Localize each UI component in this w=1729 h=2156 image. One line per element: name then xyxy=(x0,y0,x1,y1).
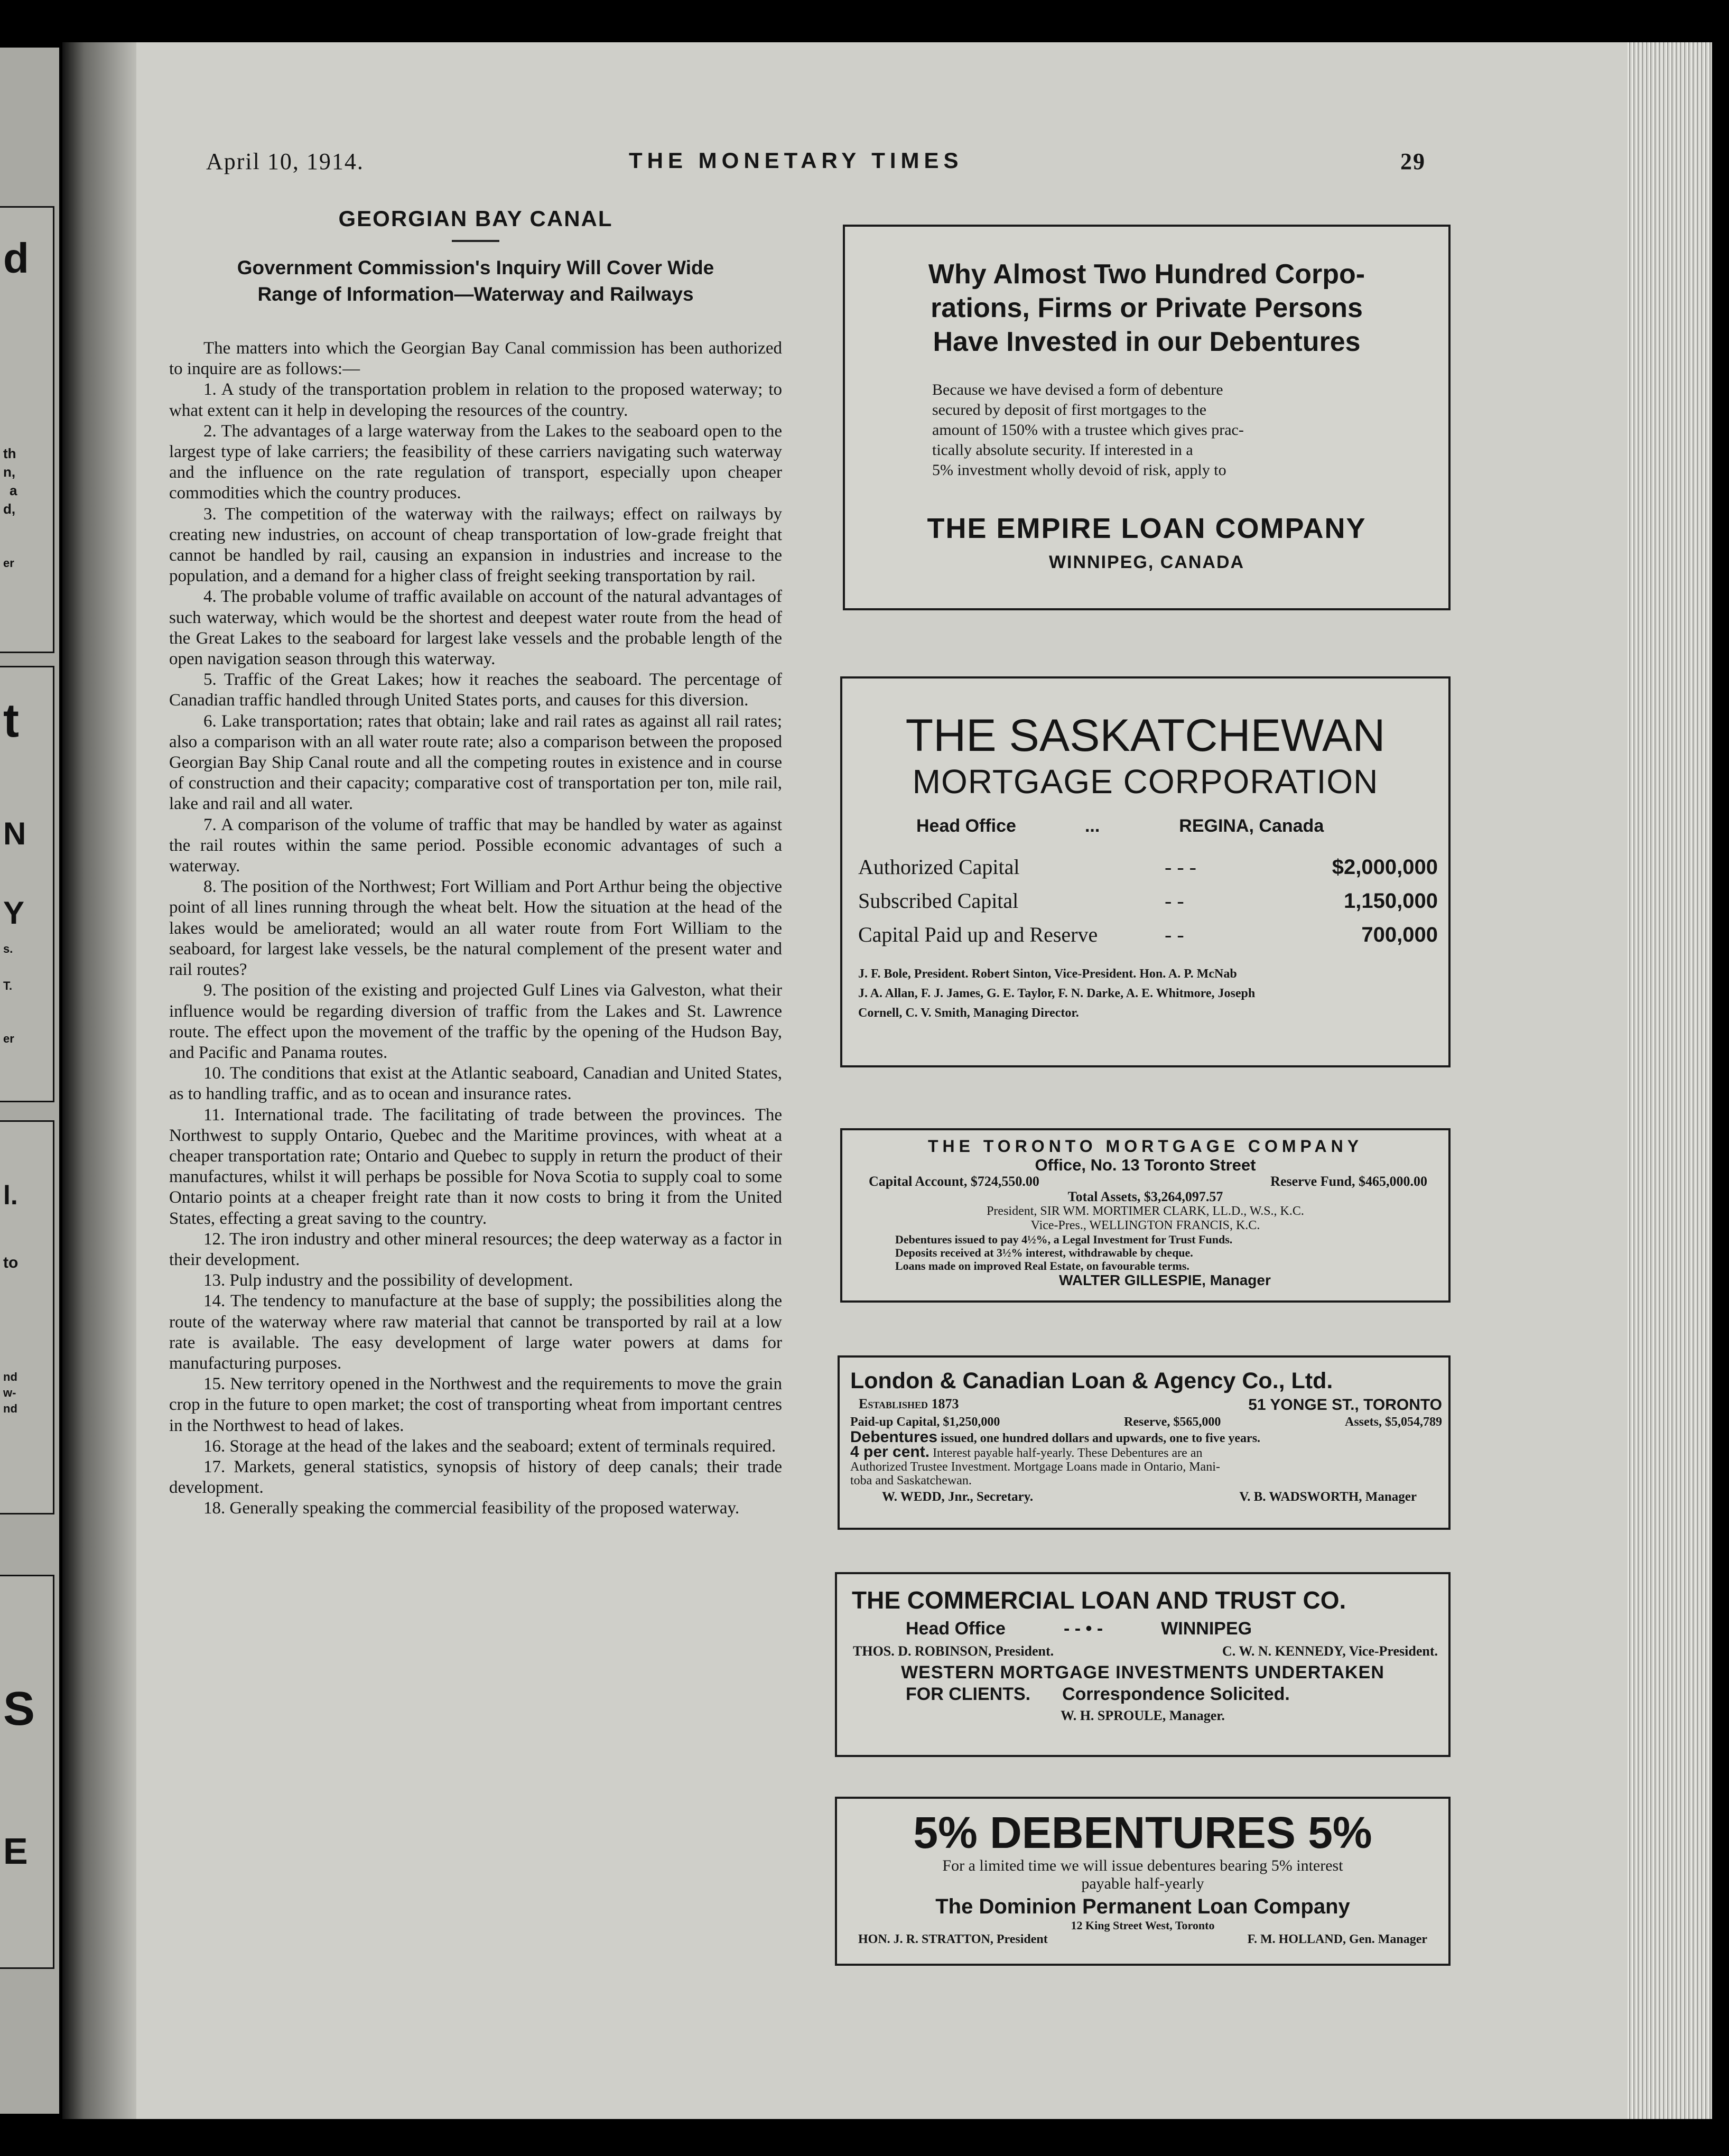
body-line: 5% investment wholly devoid of risk, apply to xyxy=(932,461,1226,479)
capital-row xyxy=(858,850,1438,884)
head-office-label: Head Office xyxy=(916,816,1016,836)
article-paragraph: 18. Generally speaking the commercial feasibility of the proposed waterway. xyxy=(203,1499,740,1518)
margin-fragment: er xyxy=(3,556,14,570)
ad-saskatchewan-mortgage xyxy=(840,676,1451,1067)
debentures-headline: 5% DEBENTURES 5% xyxy=(913,1808,1372,1857)
capital-label: Capital Paid up and Reserve xyxy=(858,923,1098,946)
page-number: 29 xyxy=(1400,148,1426,174)
headline-line: Have Invested in our Debentures xyxy=(933,327,1361,357)
president: President, SIR WM. MORTIMER CLARK, LL.D., W.S., K.C. xyxy=(987,1204,1304,1218)
dots: - - - xyxy=(1165,855,1196,879)
capital-row xyxy=(858,918,1438,952)
ad-toronto-mortgage xyxy=(840,1128,1451,1303)
officers-row xyxy=(858,1932,1427,1947)
dots: - - • - xyxy=(1063,1619,1103,1639)
debentures-word: Debentures xyxy=(850,1428,938,1446)
article-paragraph: 16. Storage at the head of the lakes and the seaboard; extent of terminals required. xyxy=(203,1436,776,1456)
company-name: THE TORONTO MORTGAGE COMPANY xyxy=(927,1137,1363,1156)
margin-fragment: S xyxy=(3,1683,35,1735)
company-name: The Dominion Permanent Loan Company xyxy=(935,1895,1350,1918)
margin-fragment: nd xyxy=(3,1402,17,1415)
signatories xyxy=(882,1490,1417,1504)
company-name: THE COMMERCIAL LOAN AND TRUST CO. xyxy=(852,1586,1346,1614)
article-paragraph: 11. International trade. The facilitating of trade between the provinces. The Northwest to supply Ontario, Quebec and the Maritime provinces, with wheat at a cheaper transportation rate; Ontario and Quebec to supply in return the product of their manufactures, whilst it will perhaps be possible for Nova Scotia to supply coal to some Ontario points at a cheaper freight rate than it now costs to bring it from the United States, effecting a great saving to the country. xyxy=(169,1105,782,1228)
capital-row xyxy=(869,1174,1427,1189)
capital-row xyxy=(858,884,1438,918)
article-paragraph: 13. Pulp industry and the possibility of development. xyxy=(203,1271,573,1290)
adjacent-ad-box xyxy=(0,206,54,653)
president: THOS. D. ROBINSON, President. xyxy=(853,1643,1054,1659)
ad-headline xyxy=(845,257,1448,359)
terms-line: Loans made on improved Real Estate, on favourable terms. xyxy=(895,1259,1189,1272)
body-line: Because we have devised a form of debenture xyxy=(932,381,1223,398)
margin-fragment: s. xyxy=(3,942,13,955)
services-line: FOR CLIENTS. xyxy=(906,1684,1031,1704)
binding-gutter xyxy=(62,42,136,2119)
head-office-value: REGINA, Canada xyxy=(1179,816,1324,836)
assets: Assets, $5,054,789 xyxy=(1345,1415,1442,1429)
header-date: April 10, 1914. xyxy=(206,148,364,174)
headline-line: rations, Firms or Private Persons xyxy=(931,293,1363,323)
dots: - - xyxy=(1165,889,1184,913)
vice-president: C. W. N. KENNEDY, Vice-President. xyxy=(1222,1643,1438,1659)
dots: - - xyxy=(1165,923,1184,946)
article-paragraph: 9. The position of the existing and projected Gulf Lines via Galveston, what their influence would be regarding diversion of traffic from the Lakes and St. Lawrence route. The effect upon the movement of the traffic by the opening of the Hudson Bay, and Pacific and Panama routes. xyxy=(169,981,782,1062)
head-office-value: WINNIPEG xyxy=(1161,1619,1252,1639)
reserve-fund: Reserve Fund, $465,000.00 xyxy=(1270,1174,1427,1189)
article-paragraph: 10. The conditions that exist at the Atlantic seaboard, Canadian and United States, as to handling traffic, and as to ocean and insurance rates. xyxy=(169,1064,782,1104)
terms xyxy=(850,1430,1442,1488)
ad-dominion-permanent xyxy=(835,1797,1451,1966)
dots: ... xyxy=(1084,816,1100,836)
subtitle-line: Range of Information—Waterway and Railways xyxy=(257,283,694,305)
article-paragraph: 1. A study of the transportation problem in relation to the proposed waterway; to what extent can it help in developing the resources of the country. xyxy=(169,380,782,420)
capital-label: Authorized Capital xyxy=(858,855,1020,879)
article-paragraph: 17. Markets, general statistics, synopsis of history of deep canals; their trade development. xyxy=(169,1457,782,1498)
margin-fragment: N xyxy=(3,816,26,851)
terms xyxy=(895,1233,1448,1272)
margin-fragment: d xyxy=(3,235,29,282)
subtitle-line: Government Commission's Inquiry Will Cover Wide xyxy=(237,257,714,278)
vice-president: Vice-Pres., WELLINGTON FRANCIS, K.C. xyxy=(1030,1219,1260,1232)
head-office-row xyxy=(906,1619,1448,1639)
rate-word: 4 per cent. xyxy=(850,1443,930,1461)
offer-line: payable half-yearly xyxy=(1081,1875,1204,1892)
margin-fragment: d, xyxy=(3,501,16,517)
masthead: THE MONETARY TIMES xyxy=(629,148,963,173)
article-body xyxy=(169,338,782,1519)
margin-fragment: er xyxy=(3,1032,14,1045)
adjacent-ad-box xyxy=(0,666,54,1102)
title-rule xyxy=(452,240,499,242)
officers-line: J. A. Allan, F. J. James, G. E. Taylor, F. N. Darke, A. E. Whitmore, Joseph xyxy=(858,987,1256,1000)
ad-title-line: THE SASKATCHEWAN xyxy=(905,710,1386,761)
officers-line: Cornell, C. V. Smith, Managing Director. xyxy=(858,1006,1079,1020)
terms-line: Authorized Trustee Investment. Mortgage Loans made in Ontario, Mani- xyxy=(850,1460,1220,1474)
article-title: GEORGIAN BAY CANAL xyxy=(338,206,613,231)
office-address: Office, No. 13 Toronto Street xyxy=(1035,1156,1256,1174)
head-office-row xyxy=(916,816,1417,837)
article-georgian-bay-canal xyxy=(169,206,782,1519)
company-location: WINNIPEG, CANADA xyxy=(1048,552,1245,572)
terms-line: Deposits received at 3½% interest, withdrawable by cheque. xyxy=(895,1246,1193,1259)
officers-line: J. F. Bole, President. Robert Sinton, Vice-President. Hon. A. P. McNab xyxy=(858,967,1237,981)
body-line: amount of 150% with a trustee which gives prac- xyxy=(932,421,1244,439)
body-line: tically absolute security. If interested in a xyxy=(932,441,1193,459)
article-paragraph: 7. A comparison of the volume of traffic that may be handled by water as against the rail routes within the same period. Possible economic advantages of such a waterway. xyxy=(169,815,782,876)
article-paragraph: 8. The position of the Northwest; Fort William and Port Arthur being the objective point of all lines running through the wheat belt. How the situation at the head of the lakes would be ameliorated; would an all water route from Fort William to the seaboard, for largest lake vessels, be the natural complement of the present water and rail routes? xyxy=(169,877,782,980)
president: HON. J. R. STRATTON, President xyxy=(858,1932,1048,1946)
address: 51 YONGE ST., TORONTO xyxy=(1248,1396,1442,1414)
services-line: Correspondence Solicited. xyxy=(1062,1684,1290,1704)
company-address: 12 King Street West, Toronto xyxy=(1071,1919,1215,1932)
capital-value: $2,000,000 xyxy=(1332,856,1438,879)
offer-line: For a limited time we will issue debentures bearing 5% interest xyxy=(942,1857,1343,1874)
margin-fragment: t xyxy=(3,694,19,747)
established: Established 1873 xyxy=(859,1396,959,1411)
margin-fragment: w- xyxy=(3,1386,16,1399)
ad-title-line: MORTGAGE CORPORATION xyxy=(912,763,1379,801)
article-paragraph: The matters into which the Georgian Bay Canal commission has been authorized to inquire are as follows:— xyxy=(169,339,782,379)
terms-line: Interest payable half-yearly. These Debentures are an xyxy=(933,1446,1203,1460)
secretary: W. WEDD, Jnr., Secretary. xyxy=(882,1490,1034,1504)
article-paragraph: 14. The tendency to manufacture at the base of supply; the possibilities along the route of the waterway where raw material that cannot be transported by rail at a low rate is available. The easy development of large water powers at dams for manufacturing purposes. xyxy=(169,1291,782,1373)
adjacent-ad-box xyxy=(0,1575,54,1969)
article-paragraph: 5. Traffic of the Great Lakes; how it reaches the seaboard. The percentage of Canadian traffic handled through United States ports, and causes for this diversion. xyxy=(169,670,782,710)
capital-table xyxy=(858,850,1438,952)
margin-fragment: to xyxy=(3,1254,18,1271)
manager: F. M. HOLLAND, Gen. Manager xyxy=(1247,1932,1427,1946)
margin-fragment: l. xyxy=(3,1181,18,1210)
adjacent-ad-box xyxy=(0,1120,54,1514)
paid-up-capital: Paid-up Capital, $1,250,000 xyxy=(850,1415,1000,1429)
ad-body xyxy=(932,380,1448,480)
article-subtitle xyxy=(169,255,782,308)
page-edges xyxy=(1628,42,1712,2119)
company-name: THE EMPIRE LOAN COMPANY xyxy=(927,513,1367,544)
capital-row xyxy=(850,1415,1442,1429)
services-line: WESTERN MORTGAGE INVESTMENTS UNDERTAKEN xyxy=(901,1662,1384,1683)
officers-row xyxy=(853,1643,1438,1659)
margin-fragment: nd xyxy=(3,1370,17,1383)
article-paragraph: 3. The competition of the waterway with the railways; effect on railways by creating new industries, on account of cheap transportation of low-grade freight that cannot be handled by rail, causing an expansion in industries and increase to the population, and a demand for a higher class of freight seeking transportation by rail. xyxy=(169,504,782,586)
established-row xyxy=(859,1396,1442,1414)
company-name: London & Canadian Loan & Agency Co., Ltd. xyxy=(850,1368,1333,1393)
reserve: Reserve, $565,000 xyxy=(1124,1415,1221,1429)
headline-line: Why Almost Two Hundred Corpo- xyxy=(928,259,1365,290)
margin-fragment: Y xyxy=(3,895,25,931)
capital-value: 1,150,000 xyxy=(1344,889,1438,913)
body-line: secured by deposit of first mortgages to the xyxy=(932,401,1207,419)
article-paragraph: 4. The probable volume of traffic available on account of the natural advantages of such waterway, which would be the shortest and deepest water route from the head of the Great Lakes to the seaboard for largest lake vessels and the probable length of the open navigation season through this waterway. xyxy=(169,587,782,669)
ad-commercial-loan xyxy=(835,1572,1451,1757)
margin-fragment: n, xyxy=(3,464,16,480)
manager: W. H. SPROULE, Manager. xyxy=(1061,1708,1225,1723)
article-paragraph: 12. The iron industry and other mineral resources; the deep waterway as a factor in their development. xyxy=(169,1229,782,1269)
capital-label: Subscribed Capital xyxy=(858,889,1019,913)
officers xyxy=(858,964,1438,1023)
total-assets: Total Assets, $3,264,097.57 xyxy=(1067,1189,1223,1204)
article-paragraph: 6. Lake transportation; rates that obtain; lake and rail rates as against all rail rates; also a comparison with an all water route rate; also a comparison between the proposed Georgian Bay Ship Canal route and all the competing routes in existence and in course of construction and their capacity; comparative cost of transportation per ton, mile rail, lake and rail and all water. xyxy=(169,711,782,814)
margin-fragment: th xyxy=(3,445,16,461)
terms-line: Debentures issued to pay 4½%, a Legal Investment for Trust Funds. xyxy=(895,1233,1233,1246)
services-line xyxy=(906,1684,1448,1705)
margin-fragment: E xyxy=(3,1830,28,1872)
ad-empire-loan xyxy=(843,225,1451,610)
capital-value: 700,000 xyxy=(1361,923,1438,946)
margin-fragment: a xyxy=(10,482,17,498)
manager: WALTER GILLESPIE, Manager xyxy=(1059,1272,1271,1288)
margin-fragment: T. xyxy=(3,979,13,992)
manager: V. B. WADSWORTH, Manager xyxy=(1239,1490,1417,1504)
head-office-label: Head Office xyxy=(906,1619,1006,1639)
capital-account: Capital Account, $724,550.00 xyxy=(869,1174,1039,1189)
article-paragraph: 15. New territory opened in the Northwest and the requirements to move the grain crop in the future to open market; the cost of transporting wheat from important centres in the Northwest to head of lakes. xyxy=(169,1374,782,1435)
terms-line: toba and Saskatchewan. xyxy=(850,1474,972,1488)
article-paragraph: 2. The advantages of a large waterway from the Lakes to the seaboard open to the largest type of lake carriers; the feasibility of these carriers navigating such waterway and the influence on the rate regulation of transport, especially upon cheaper commodities which the country produces. xyxy=(169,421,782,503)
terms-line: issued, one hundred dollars and upwards, one to five years. xyxy=(941,1432,1261,1445)
ad-london-canadian xyxy=(838,1355,1451,1530)
